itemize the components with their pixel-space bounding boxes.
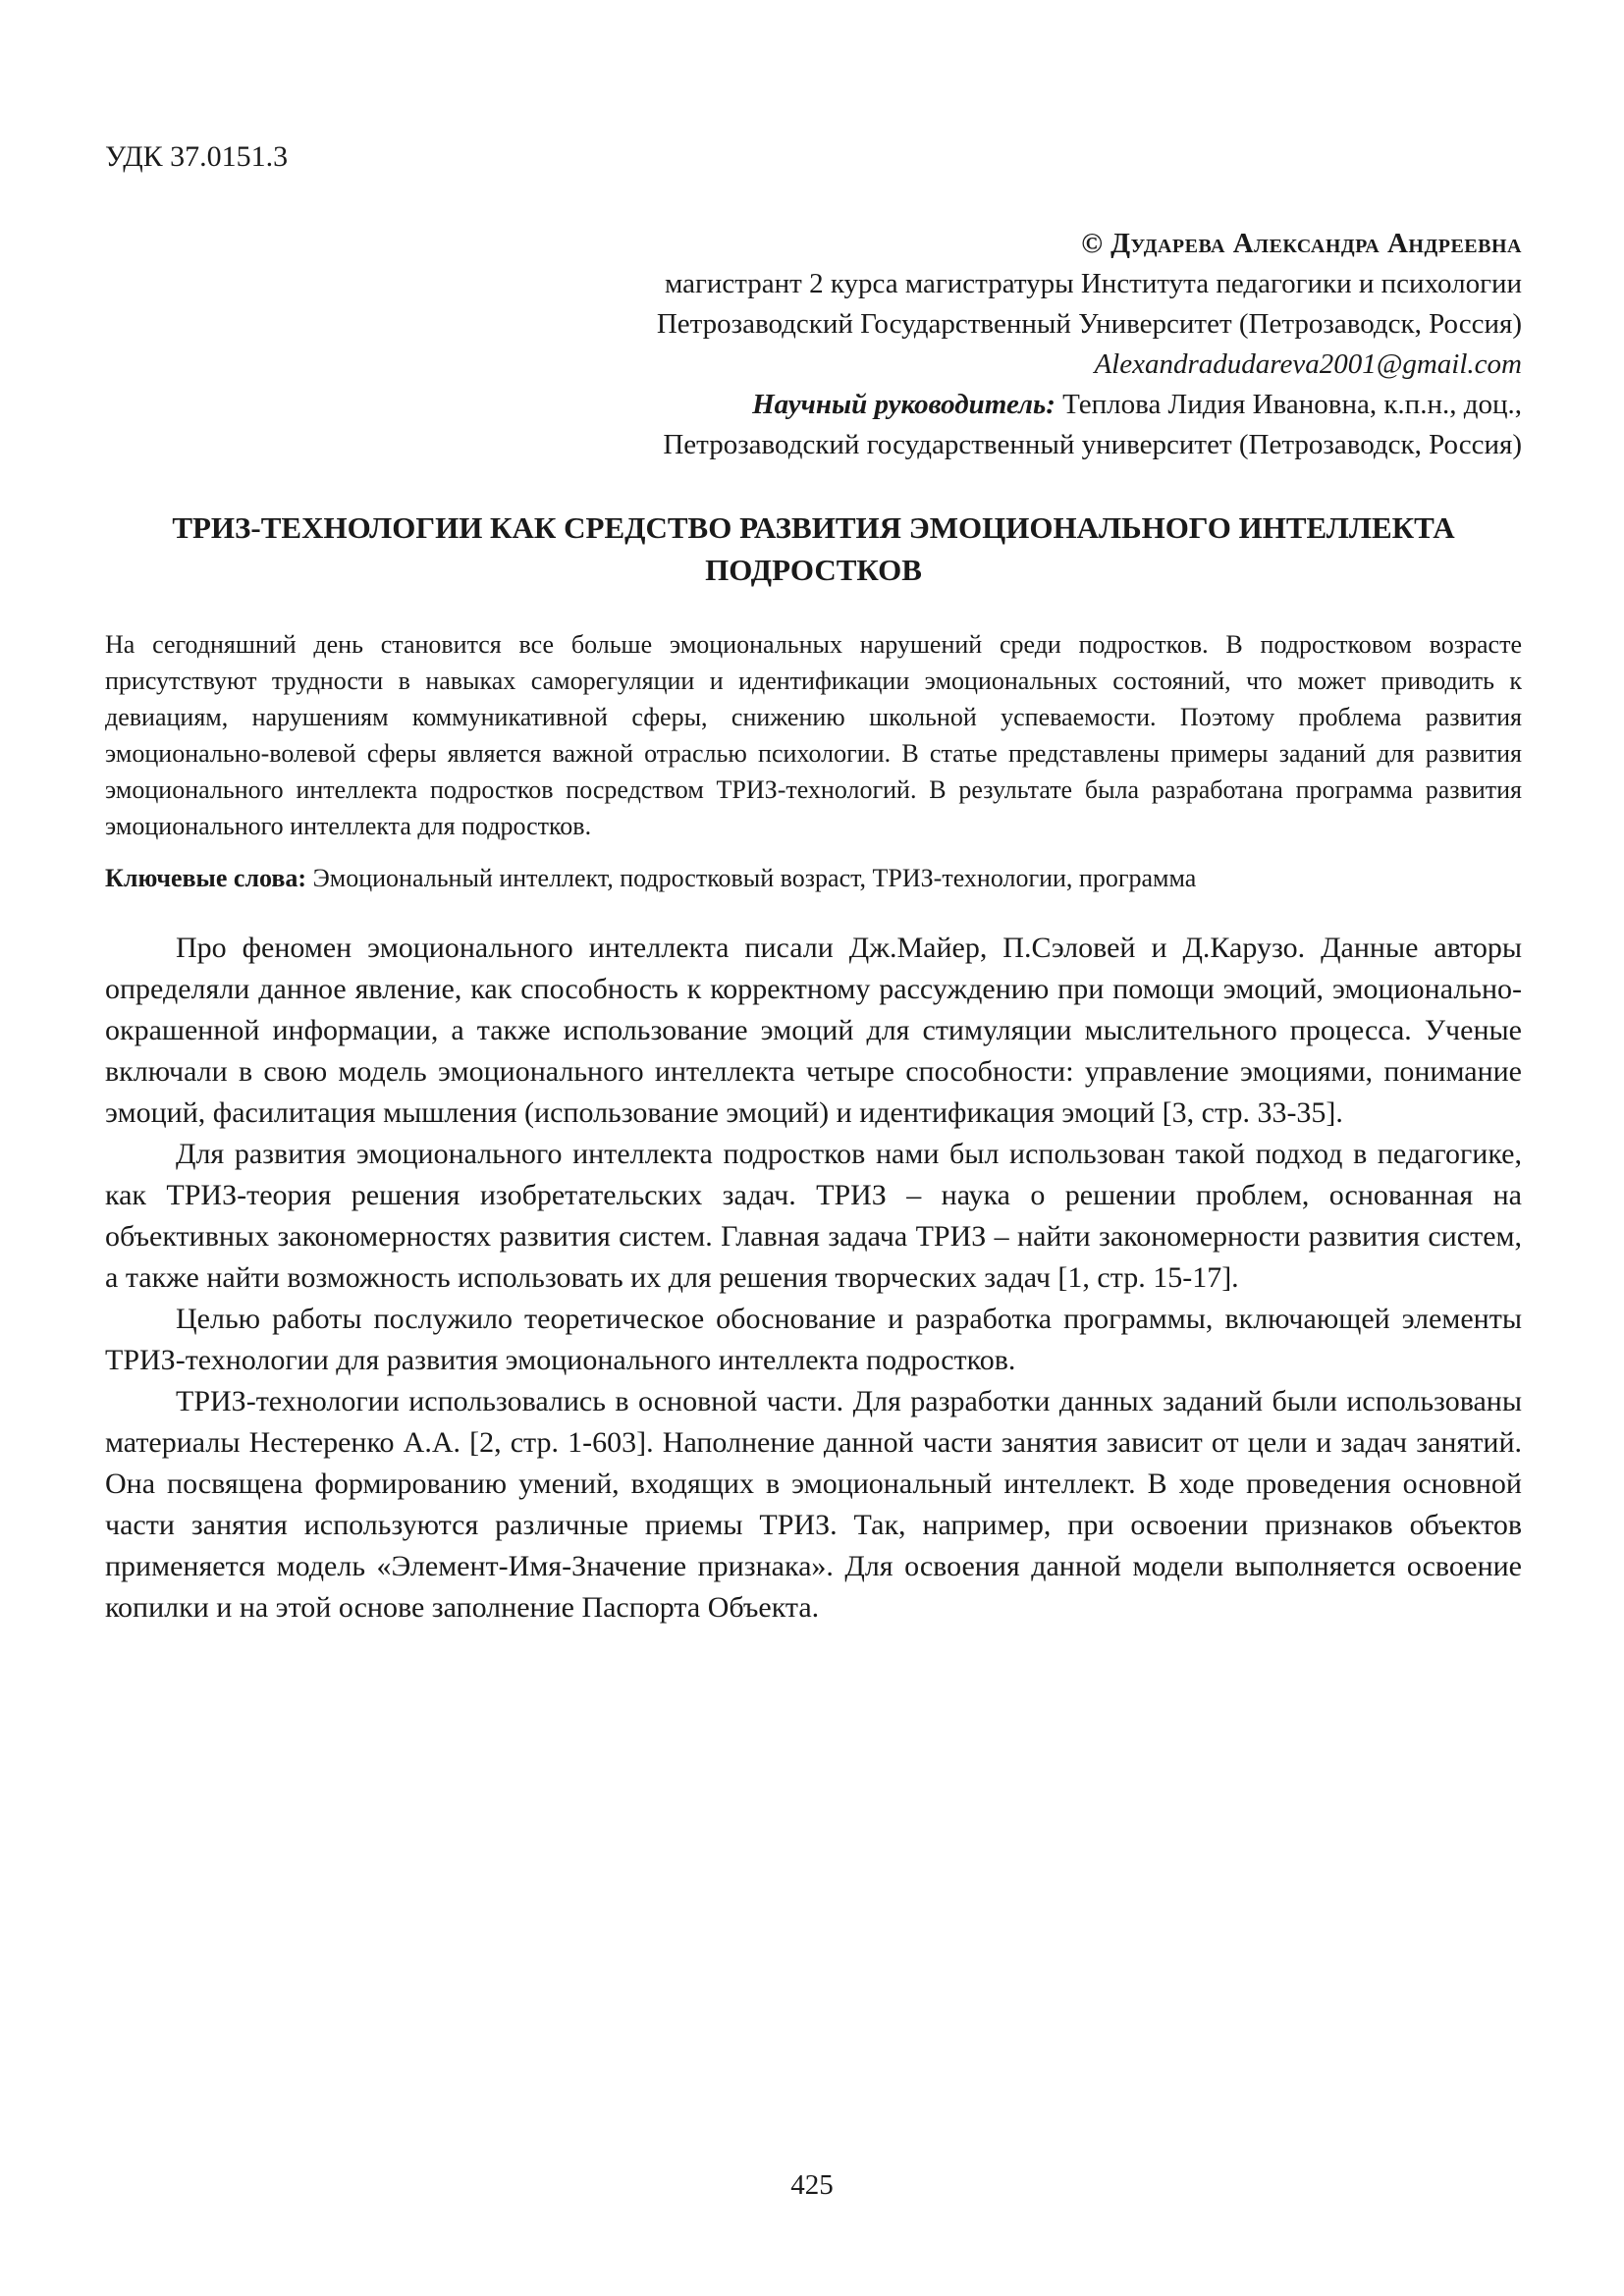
supervisor-line [105, 385, 1522, 425]
keywords-label: Ключевые слова: [105, 864, 307, 892]
author-block [105, 224, 1522, 465]
keywords-line [105, 860, 1522, 896]
author-name: © Дударева Александра Андреевна [1081, 228, 1522, 259]
body-paragraph: Про феномен эмоционального интеллекта писали Дж.Майер, П.Сэловей и Д.Карузо. Данные авторы определяли данное явление, как способность к корректному рассуждению при помощи эмоций, эмоционально-окрашенной информации, а также использование эмоций для стимуляции мыслительного процесса. Ученые включали в свою модель эмоционального интеллекта четыре способности: управление эмоциями, понимание эмоций, фасилитация мышления (использование эмоций) и идентификация эмоций [3, стр. 33-35]. [105, 932, 1522, 1129]
article-body [105, 928, 1522, 1629]
page-number: 425 [790, 2169, 834, 2201]
udk-code: УДК 37.0151.3 [105, 140, 289, 173]
body-paragraph: Целью работы послужило теоретическое обоснование и разработка программы, включающей элементы ТРИЗ-технологии для развития эмоционального интеллекта подростков. [105, 1303, 1522, 1376]
author-university: Петрозаводский Государственный Университет (Петрозаводск, Россия) [656, 308, 1522, 340]
author-email: Alexandradudareva2001@gmail.com [1094, 348, 1522, 380]
supervisor-name: Теплова Лидия Ивановна, к.п.н., доц., [1062, 389, 1522, 420]
body-paragraph: Для развития эмоционального интеллекта подростков нами был использован такой подход в педагогике, как ТРИЗ-теория решения изобретательских задач. ТРИЗ – наука о решении проблем, основанная на объективных закономерностях развития систем. Главная задача ТРИЗ – найти закономерности развития систем, а также найти возможность использовать их для решения творческих задач [1, стр. 15-17]. [105, 1138, 1522, 1294]
body-paragraph: ТРИЗ-технологии использовались в основной части. Для разработки данных заданий были использованы материалы Нестеренко А.А. [2, стр. 1-603]. Наполнение данной части занятия зависит от цели и задач занятий. Она посвящена формированию умений, входящих в эмоциональный интеллект. В ходе проведения основной части занятия используются различные приемы ТРИЗ. Так, например, при освоении признаков объектов применяется модель «Элемент-Имя-Значение признака». Для освоения данной модели выполняется освоение копилки и на этой основе заполнение Паспорта Объекта. [105, 1385, 1522, 1624]
author-degree: магистрант 2 курса магистратуры Института педагогики и психологии [664, 268, 1522, 299]
abstract-text: На сегодняшний день становится все больше эмоциональных нарушений среди подростков. В подростковом возрасте присутствуют трудности в навыках саморегуляции и идентификации эмоциональных состояний, что может приводить к девиациям, нарушениям коммуникативной сферы, снижению школьной успеваемости. Поэтому проблема развития эмоционально-волевой сферы является важной отраслью психологии. В статье представлены примеры заданий для развития эмоционального интеллекта подростков посредством ТРИЗ-технологий. В результате была разработана программа развития эмоционального интеллекта для подростков. [105, 630, 1522, 840]
keywords-text: Эмоциональный интеллект, подростковый возраст, ТРИЗ-технологии, программа [312, 864, 1197, 892]
supervisor-label: Научный руководитель: [752, 389, 1056, 420]
article-title: ТРИЗ-ТЕХНОЛОГИИ КАК СРЕДСТВО РАЗВИТИЯ ЭМОЦИОНАЛЬНОГО ИНТЕЛЛЕКТА ПОДРОСТКОВ [172, 510, 1455, 587]
supervisor-university: Петрозаводский государственный университет (Петрозаводск, Россия) [663, 429, 1522, 460]
